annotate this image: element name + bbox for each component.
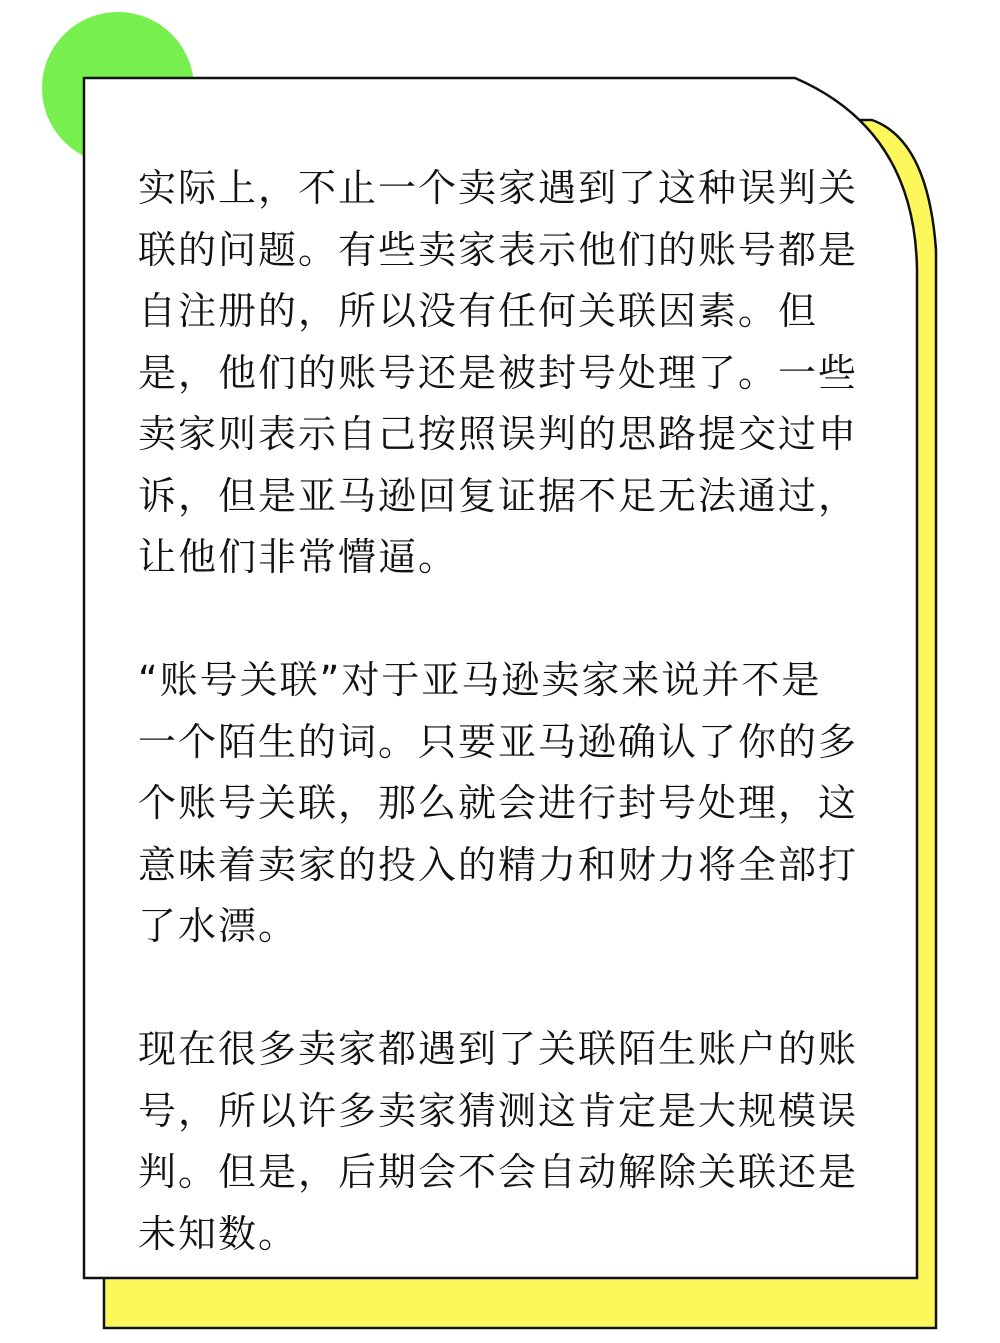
paragraph-3 <box>138 1019 878 1265</box>
line: 未知数。 <box>138 1211 299 1256</box>
line: 现在很多卖家都遇到了关联陌生账户的账 <box>138 1027 859 1071</box>
line: 联的问题。有些卖家表示他们的账号都是 <box>138 227 859 272</box>
line: 诉，但是亚马逊回复证据不足无法通过， <box>138 473 859 518</box>
line: “账号关联”对于亚马逊卖家来说并不是 <box>138 658 822 702</box>
article-body <box>138 158 878 1265</box>
line: 一个陌生的词。只要亚马逊确认了你的多 <box>138 719 859 764</box>
line: 判。但是，后期会不会自动解除关联还是 <box>138 1150 859 1194</box>
line: 卖家则表示自己按照误判的思路提交过申 <box>138 412 859 456</box>
line: 意味着卖家的投入的精力和财力将全部打 <box>138 842 859 887</box>
line: 实际上，不止一个卖家遇到了这种误判关 <box>138 166 859 210</box>
line: 了水漂。 <box>138 904 299 948</box>
line: 个账号关联，那么就会进行封号处理，这 <box>138 781 859 825</box>
paragraph-1 <box>138 158 878 589</box>
paragraph-2 <box>138 650 878 958</box>
line: 是，他们的账号还是被封号处理了。一些 <box>138 350 859 395</box>
line: 让他们非常懵逼。 <box>138 535 459 579</box>
line: 号，所以许多卖家猜测这肯定是大规模误 <box>138 1088 859 1133</box>
line: 自注册的，所以没有任何关联因素。但 <box>138 289 819 333</box>
